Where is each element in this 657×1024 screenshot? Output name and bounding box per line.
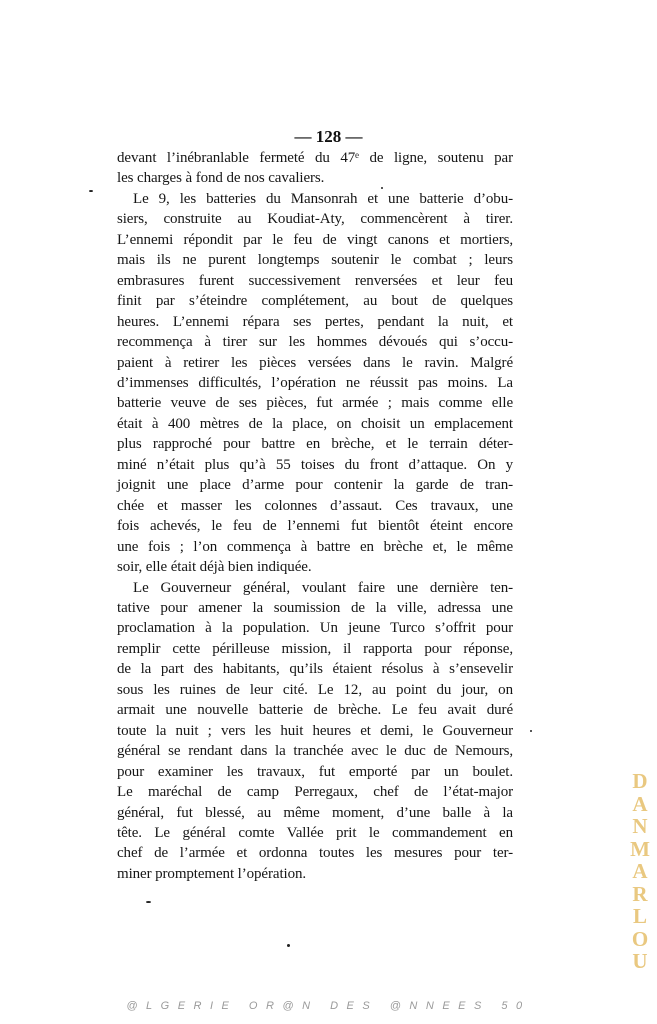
text-line: chef de l’armée et ordonna toutes les mesures pour ter- [117,845,513,862]
text-line: chée et masser les colonnes d’assaut. Ces travaux, une [117,497,513,514]
paragraph-3 [117,578,513,885]
scan-speck [146,901,151,903]
text-line: général, fut blessé, au même moment, d’une balle à la [117,804,513,821]
watermark-letter: R [632,881,648,906]
text-line: miner promptement l’opération. [117,865,307,882]
watermark-letter: D [632,769,648,793]
text-line: heures. L’ennemi répara ses pertes, pendant la nuit, et [117,313,513,330]
text-line: Le 9, les batteries du Mansonrah et une batterie d’obu- [133,190,513,207]
text-line: L’ennemi répondit par le feu de vingt canons et mortiers, [117,231,513,248]
scan-speck [381,187,383,189]
text-line: tête. Le général comte Vallée prit le commandement en [117,824,513,841]
text-line: de la part des habitants, qu’ils étaient résolus à s’ensevelir [117,661,513,678]
text-line: Le maréchal de camp Perregaux, chef de l’état-major [117,784,513,801]
text-line: général se rendant dans la tranchée avec le duc de Nemours, [117,743,513,760]
text-line: siers, construite au Koudiat-Aty, commencèrent à tirer. [117,211,513,228]
text-line: toute la nuit ; vers les huit heures et demi, le Gouverneur [117,722,513,739]
text-line: finit par s’éteindre complétement, au bout de quelques [117,293,513,310]
text-line: les charges à fond de nos cavaliers. [117,170,325,187]
body-text [117,148,513,884]
text-line: joignit une place d’arme pour contenir la garde de tran- [117,477,513,494]
text-line: embrasures furent successivement renversées et leur feu [117,272,513,289]
text-line: d’immenses difficultés, l’opération ne réussit pas moins. La [117,374,513,391]
text-line: tative pour amener la soumission de la ville, adressa une [117,599,513,616]
side-watermark [624,770,656,973]
watermark-letter: U [632,949,648,973]
text-line: paient à retirer les pièces versées dans le ravin. Malgré [117,354,513,371]
text-line: fois achevés, le feu de l’ennemi fut bientôt éteint encore [117,518,513,535]
paragraph-1 [117,148,513,189]
watermark-letter: O [631,926,649,951]
text-line: Le Gouverneur général, voulant faire une dernière ten- [133,579,513,596]
scan-speck [89,190,93,192]
text-line: recommença à tirer sur les hommes dévoués qui s’occu- [117,334,513,351]
footer-watermark: @LGERIE OR@N DES @NNEES 50 [126,1000,531,1012]
text-line: plus rapproché pour battre en brèche, et le terrain déter- [117,436,513,453]
text-line: mais ils ne purent longtemps soutenir le combat ; leurs [117,252,513,269]
text-line: miné n’était plus qu’à 55 toises du front d’attaque. On y [117,456,513,473]
text-line: sous les ruines de leur cité. Le 12, au point du jour, on [117,681,513,698]
text-line: soir, elle était déjà bien indiquée. [117,559,312,576]
text-line: était à 400 mètres de la place, on choisit un emplacement [117,415,513,432]
page-number: — 128 — [294,127,363,146]
scan-speck [530,730,532,732]
paragraph-2 [117,189,513,578]
watermark-letter: M [630,836,650,861]
watermark-letter: A [632,791,648,816]
watermark-letter: A [632,859,648,883]
watermark-letter: L [632,904,647,928]
text-line: remplir cette périlleuse mission, il rapporta pour réponse, [117,640,513,657]
text-line: armait une nouvelle batterie de brèche. Le feu avait duré [117,702,513,719]
scan-speck [287,944,290,947]
text-line: une fois ; l’on commença à battre en brèche et, le même [117,538,513,555]
watermark-letter: N [632,814,648,838]
text-line: proclamation à la population. Un jeune Turco s’offrit pour [117,620,513,637]
text-line: pour examiner les travaux, fut emporté par un boulet. [117,763,513,780]
text-line: batterie veuve de ses pièces, fut armée ; mais comme elle [117,395,513,412]
text-line: devant l’inébranlable fermeté du 47ᵉ de ligne, soutenu par [117,150,513,166]
